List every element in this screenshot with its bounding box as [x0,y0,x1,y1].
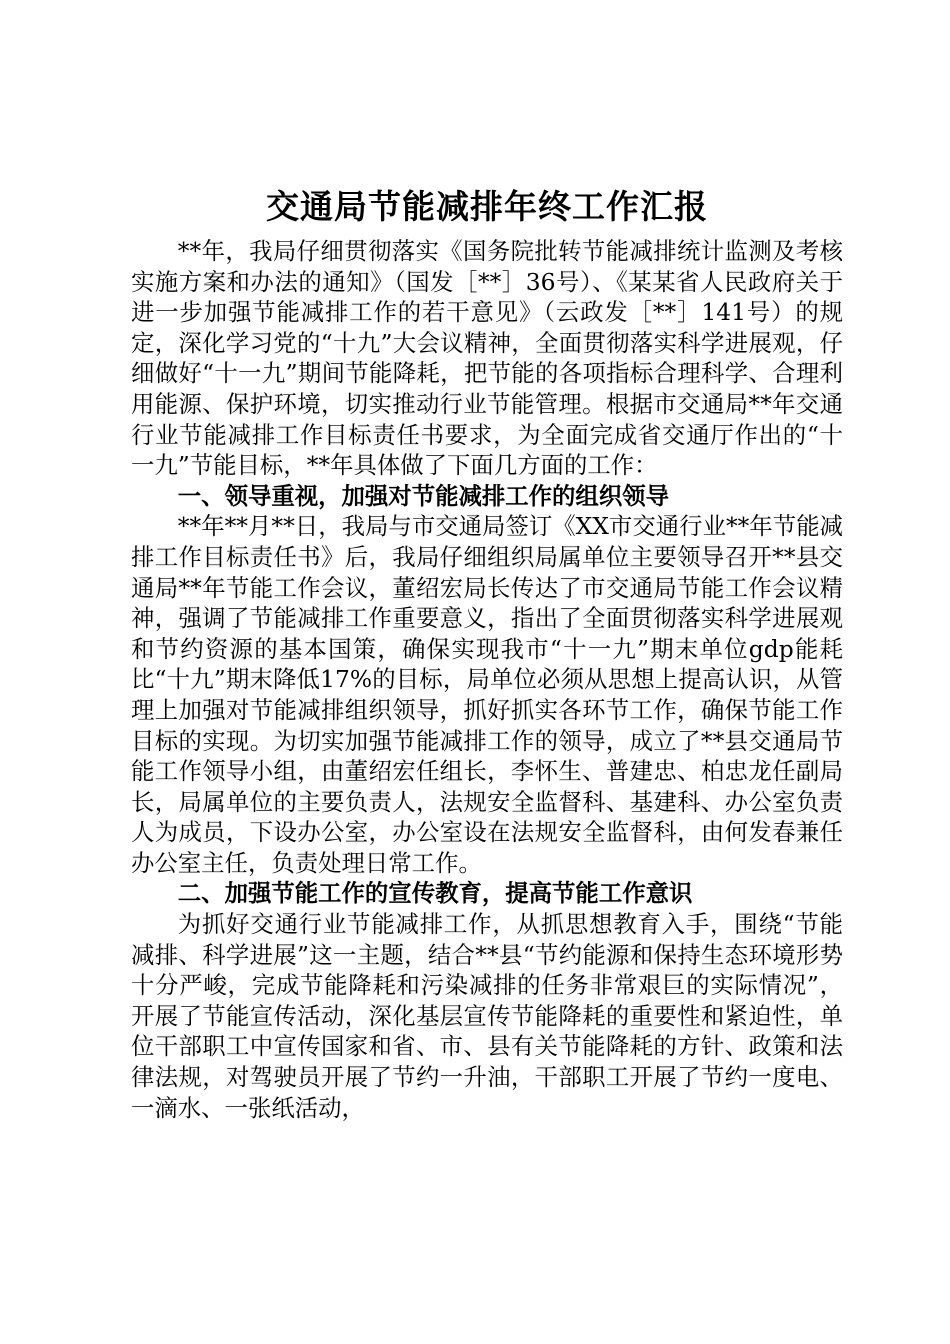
section-2-paragraph: 为抓好交通行业节能减排工作，从抓思想教育入手，围绕“节能减排、科学进展”这一主题，结合**县“节约能源和保持生态环境形势十分严峻，完成节能降耗和污染减排的任务非常艰巨的实际情况”，开展了节能宣传活动，深化基层宣传节能降耗的重要性和紧迫性，单位干部职工中宣传国家和省、市、县有关节能降耗的方针、政策和法律法规，对驾驶员开展了节约一升油，干部职工开展了节约一度电、一滴水、一张纸活动， [131,910,843,1122]
intro-paragraph: **年，我局仔细贯彻落实《国务院批转节能减排统计监测及考核实施方案和办法的通知》（国发［**］36号）、《某某省人民政府关于进一步加强节能减排工作的若干意见》（云政发［**］141号）的规定，深化学习党的“十九”大会议精神，全面贯彻落实科学进展观，仔细做好“十一九”期间节能降耗，把节能的各项指标合理科学、合理利用能源、保护环境，切实推动行业节能管理。根据市交通局**年交通行业节能减排工作目标责任书要求，为全面完成省交通厅作出的“十一九”节能目标，**年具体做了下面几方面的工作： [131,237,843,480]
document-body [131,186,843,1123]
section-1-paragraph: **年**月**日，我局与市交通局签订《XX市交通行业**年节能减排工作目标责任书》后，我局仔细组织局属单位主要领导召开**县交通局**年节能工作会议，董绍宏局长传达了市交通局节能工作会议精神，强调了节能减排工作重要意义，指出了全面贯彻落实科学进展观和节约资源的基本国策，确保实现我市“十一九”期末单位gdp能耗比“十九”期末降低17%的目标，局单位必须从思想上提高认识，从管理上加强对节能减排组织领导，抓好抓实各环节工作，确保节能工作目标的实现。为切实加强节能减排工作的领导，成立了**县交通局节能工作领导小组，由董绍宏任组长，李怀生、普建忠、柏忠龙任副局长，局属单位的主要负责人，法规安全监督科、基建科、办公室负责人为成员，下设办公室，办公室设在法规安全监督科，由何发春兼任办公室主任，负责处理日常工作。 [131,512,843,877]
section-2-heading: 二、加强节能工作的宣传教育，提高节能工作意识 [177,879,693,908]
section-1-heading: 一、领导重视，加强对节能减排工作的组织领导 [177,481,669,510]
document-title: 交通局节能减排年终工作汇报 [266,187,708,226]
